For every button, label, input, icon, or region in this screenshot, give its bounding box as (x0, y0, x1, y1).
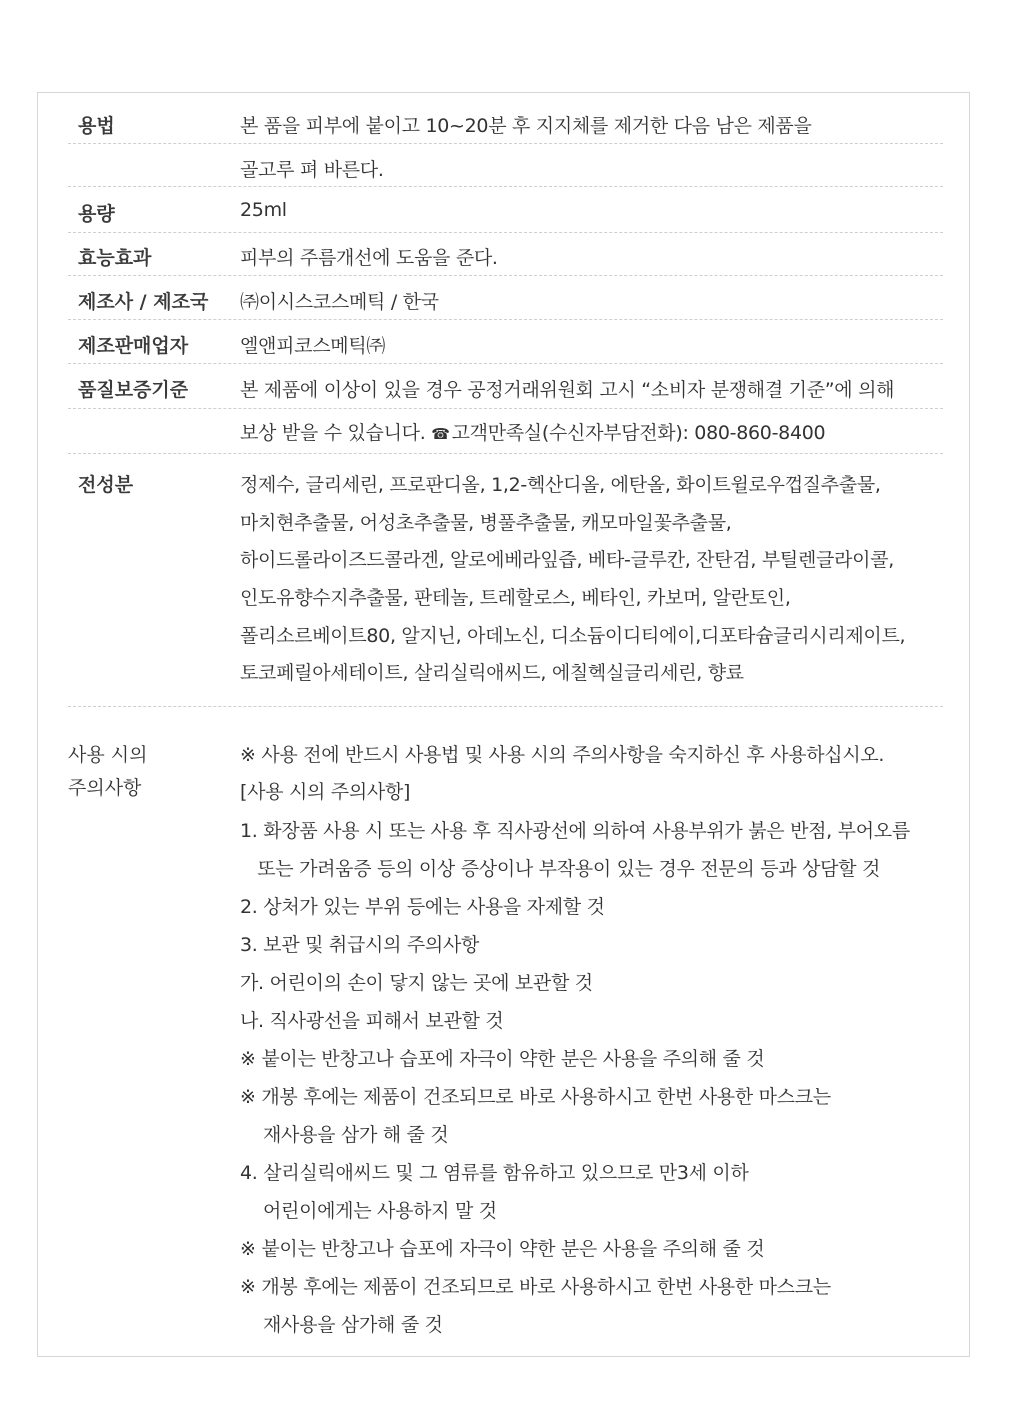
volume-label: 용량 (78, 203, 115, 225)
ingredients-line: 하이드롤라이즈드콜라겐, 알로에베라잎즙, 베타-글루칸, 잔탄검, 부틸렌글라이콜, (240, 549, 894, 571)
caution-line: ※ 붙이는 반창고나 습포에 자극이 약한 분은 사용을 주의해 줄 것 (240, 1238, 765, 1260)
caution-line: 2. 상처가 있는 부위 등에는 사용을 자제할 것 (240, 896, 605, 918)
caution-label-line2: 주의사항 (68, 777, 142, 799)
ingredients-line: 폴리소르베이트80, 알지닌, 아데노신, 디소듐이디티에이,디포타슘글리시리제이트, (240, 625, 906, 647)
manufacturer-value: ㈜이시스코스메틱 / 한국 (240, 291, 439, 313)
ingredients-line: 정제수, 글리세린, 프로판디올, 1,2-헥산디올, 에탄올, 화이트윌로우껍질추출물, (240, 474, 881, 496)
usage-text-line1: 본 품을 피부에 붙이고 10~20분 후 지지체를 제거한 다음 남은 제품을 (240, 115, 812, 137)
efficacy-value: 피부의 주름개선에 도움을 준다. (240, 247, 498, 269)
quality-text-line2 (240, 418, 825, 445)
divider (68, 319, 943, 320)
divider (68, 143, 943, 144)
phone-icon: ☎ (431, 425, 450, 443)
caution-line: ※ 붙이는 반창고나 습포에 자극이 약한 분은 사용을 주의해 줄 것 (240, 1048, 765, 1070)
caution-line: [사용 시의 주의사항] (240, 781, 411, 803)
caution-line: 어린이에게는 사용하지 말 것 (240, 1200, 497, 1222)
manufacturer-label: 제조사 / 제조국 (78, 291, 209, 313)
usage-text-line2: 골고루 펴 바른다. (240, 159, 384, 181)
seller-label: 제조판매업자 (78, 335, 189, 357)
caution-line: ※ 개봉 후에는 제품이 건조되므로 바로 사용하시고 한번 사용한 마스크는 (240, 1086, 831, 1108)
divider (68, 453, 943, 454)
quality-compensation-text: 보상 받을 수 있습니다. (240, 422, 426, 444)
volume-value: 25ml (240, 199, 287, 221)
quality-text-line1: 본 제품에 이상이 있을 경우 공정거래위원회 고시 “소비자 분쟁해결 기준”에 의해 (240, 379, 895, 401)
seller-value: 엘앤피코스메틱㈜ (240, 335, 386, 357)
divider (68, 363, 943, 364)
ingredients-line: 마치현추출물, 어성초추출물, 병풀추출물, 캐모마일꽃추출물, (240, 512, 732, 534)
caution-line: 4. 살리실릭애씨드 및 그 염류를 함유하고 있으므로 만3세 이하 (240, 1162, 749, 1184)
caution-label-line1: 사용 시의 (68, 744, 148, 766)
usage-label: 용법 (78, 115, 115, 137)
caution-line: 재사용을 삼가해 줄 것 (240, 1314, 443, 1336)
caution-line: 나. 직사광선을 피해서 보관할 것 (240, 1010, 504, 1032)
divider (68, 232, 943, 233)
ingredients-line: 토코페릴아세테이트, 살리실릭애씨드, 에칠헥실글리세린, 향료 (240, 662, 744, 684)
caution-line: ※ 사용 전에 반드시 사용법 및 사용 시의 주의사항을 숙지하신 후 사용하십시오. (240, 744, 885, 766)
caution-line: 3. 보관 및 취급시의 주의사항 (240, 934, 480, 956)
divider (68, 706, 943, 707)
caution-line: ※ 개봉 후에는 제품이 건조되므로 바로 사용하시고 한번 사용한 마스크는 (240, 1276, 831, 1298)
caution-line: 또는 가려움증 등의 이상 증상이나 부작용이 있는 경우 전문의 등과 상담할 것 (240, 858, 881, 880)
divider (68, 408, 943, 409)
caution-line: 1. 화장품 사용 시 또는 사용 후 직사광선에 의하여 사용부위가 붉은 반점, 부어오름 (240, 820, 910, 842)
divider (68, 186, 943, 187)
caution-line: 재사용을 삼가 해 줄 것 (240, 1124, 449, 1146)
ingredients-label: 전성분 (78, 474, 134, 496)
ingredients-line: 인도유향수지추출물, 판테놀, 트레할로스, 베타인, 카보머, 알란토인, (240, 587, 791, 609)
customer-service-contact: 고객만족실(수신자부담전화): 080-860-8400 (451, 422, 826, 444)
quality-label: 품질보증기준 (78, 379, 189, 401)
efficacy-label: 효능효과 (78, 247, 152, 269)
caution-line: 가. 어린이의 손이 닿지 않는 곳에 보관할 것 (240, 972, 593, 994)
divider (68, 275, 943, 276)
